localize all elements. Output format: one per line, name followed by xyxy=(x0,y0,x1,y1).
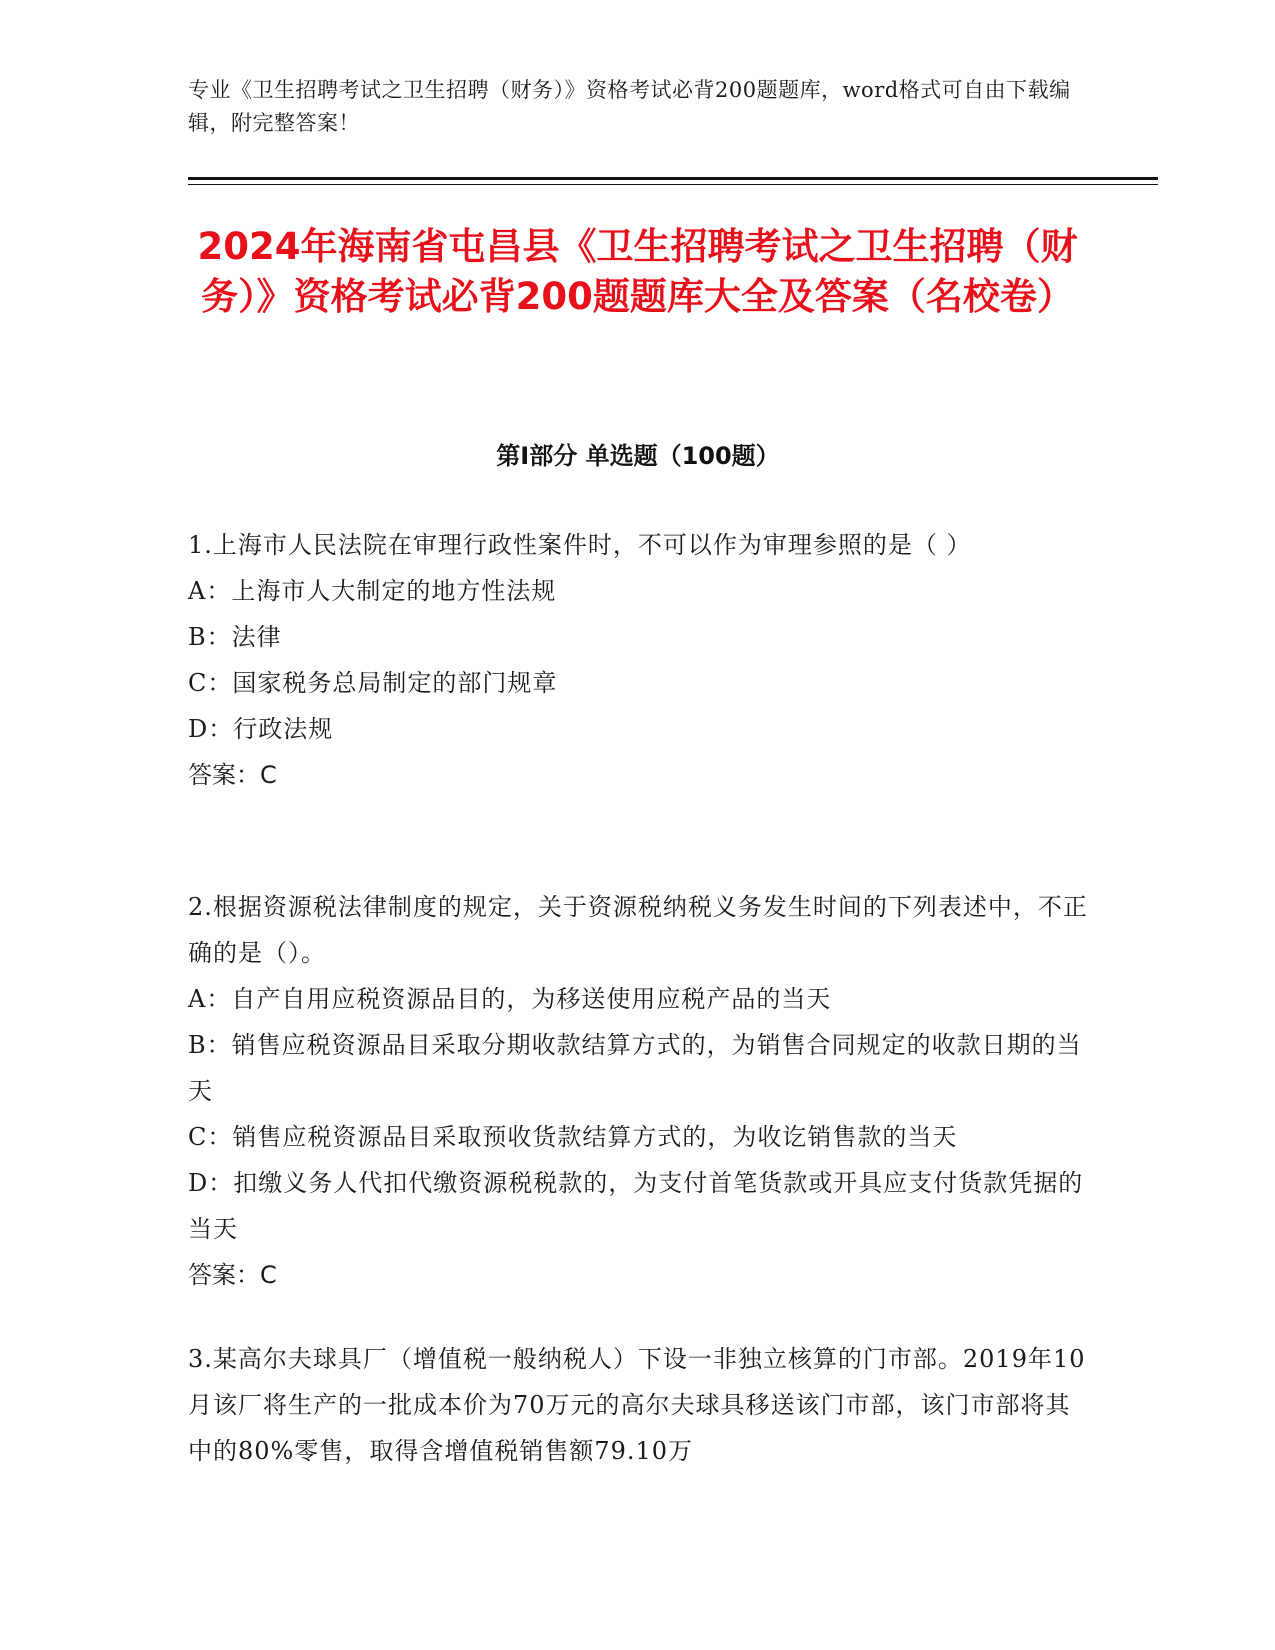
question-3 xyxy=(188,1336,1088,1474)
answer-line: 答案：C xyxy=(188,761,277,789)
option-a: A：上海市人大制定的地方性法规 xyxy=(188,577,557,605)
document-title: 2024年海南省屯昌县《卫生招聘考试之卫生招聘（财务）》资格考试必背200题题库大全及答案（名校卷） xyxy=(197,225,1078,318)
question-stem: 3.某高尔夫球具厂（增值税一般纳税人）下设一非独立核算的门市部。2019年10月该厂将生产的一批成本价为70万元的高尔夫球具移送该门市部，该门市部将其中的80%零售，取得含增值税销售额79.10万 xyxy=(188,1345,1086,1465)
option-b: B：销售应税资源品目采取分期收款结算方式的，为销售合同规定的收款日期的当天 xyxy=(188,1031,1082,1105)
option-d: D：行政法规 xyxy=(188,715,334,743)
question-stem: 1.上海市人民法院在审理行政性案件时，不可以作为审理参照的是（ ） xyxy=(188,531,972,559)
header-rule-thick xyxy=(188,177,1158,180)
question-2 xyxy=(188,884,1088,1298)
answer-line: 答案：C xyxy=(188,1261,277,1289)
option-a: A：自产自用应税资源品目的，为移送使用应税产品的当天 xyxy=(188,985,832,1013)
option-b: B：法律 xyxy=(188,623,282,651)
question-1 xyxy=(188,522,1088,798)
option-c: C：销售应税资源品目采取预收货款结算方式的，为收讫销售款的当天 xyxy=(188,1123,958,1151)
section-title: 第Ⅰ部分 单选题（100题） xyxy=(496,442,780,470)
question-stem: 2.根据资源税法律制度的规定，关于资源税纳税义务发生时间的下列表述中，不正确的是（）。 xyxy=(188,893,1088,967)
header-rule-thin xyxy=(188,184,1158,185)
option-d: D：扣缴义务人代扣代缴资源税税款的，为支付首笔货款或开具应支付货款凭据的当天 xyxy=(188,1169,1084,1243)
option-c: C：国家税务总局制定的部门规章 xyxy=(188,669,558,697)
header-note: 专业《卫生招聘考试之卫生招聘（财务）》资格考试必背200题题库，word格式可自由下载编辑，附完整答案！ xyxy=(188,78,1071,135)
